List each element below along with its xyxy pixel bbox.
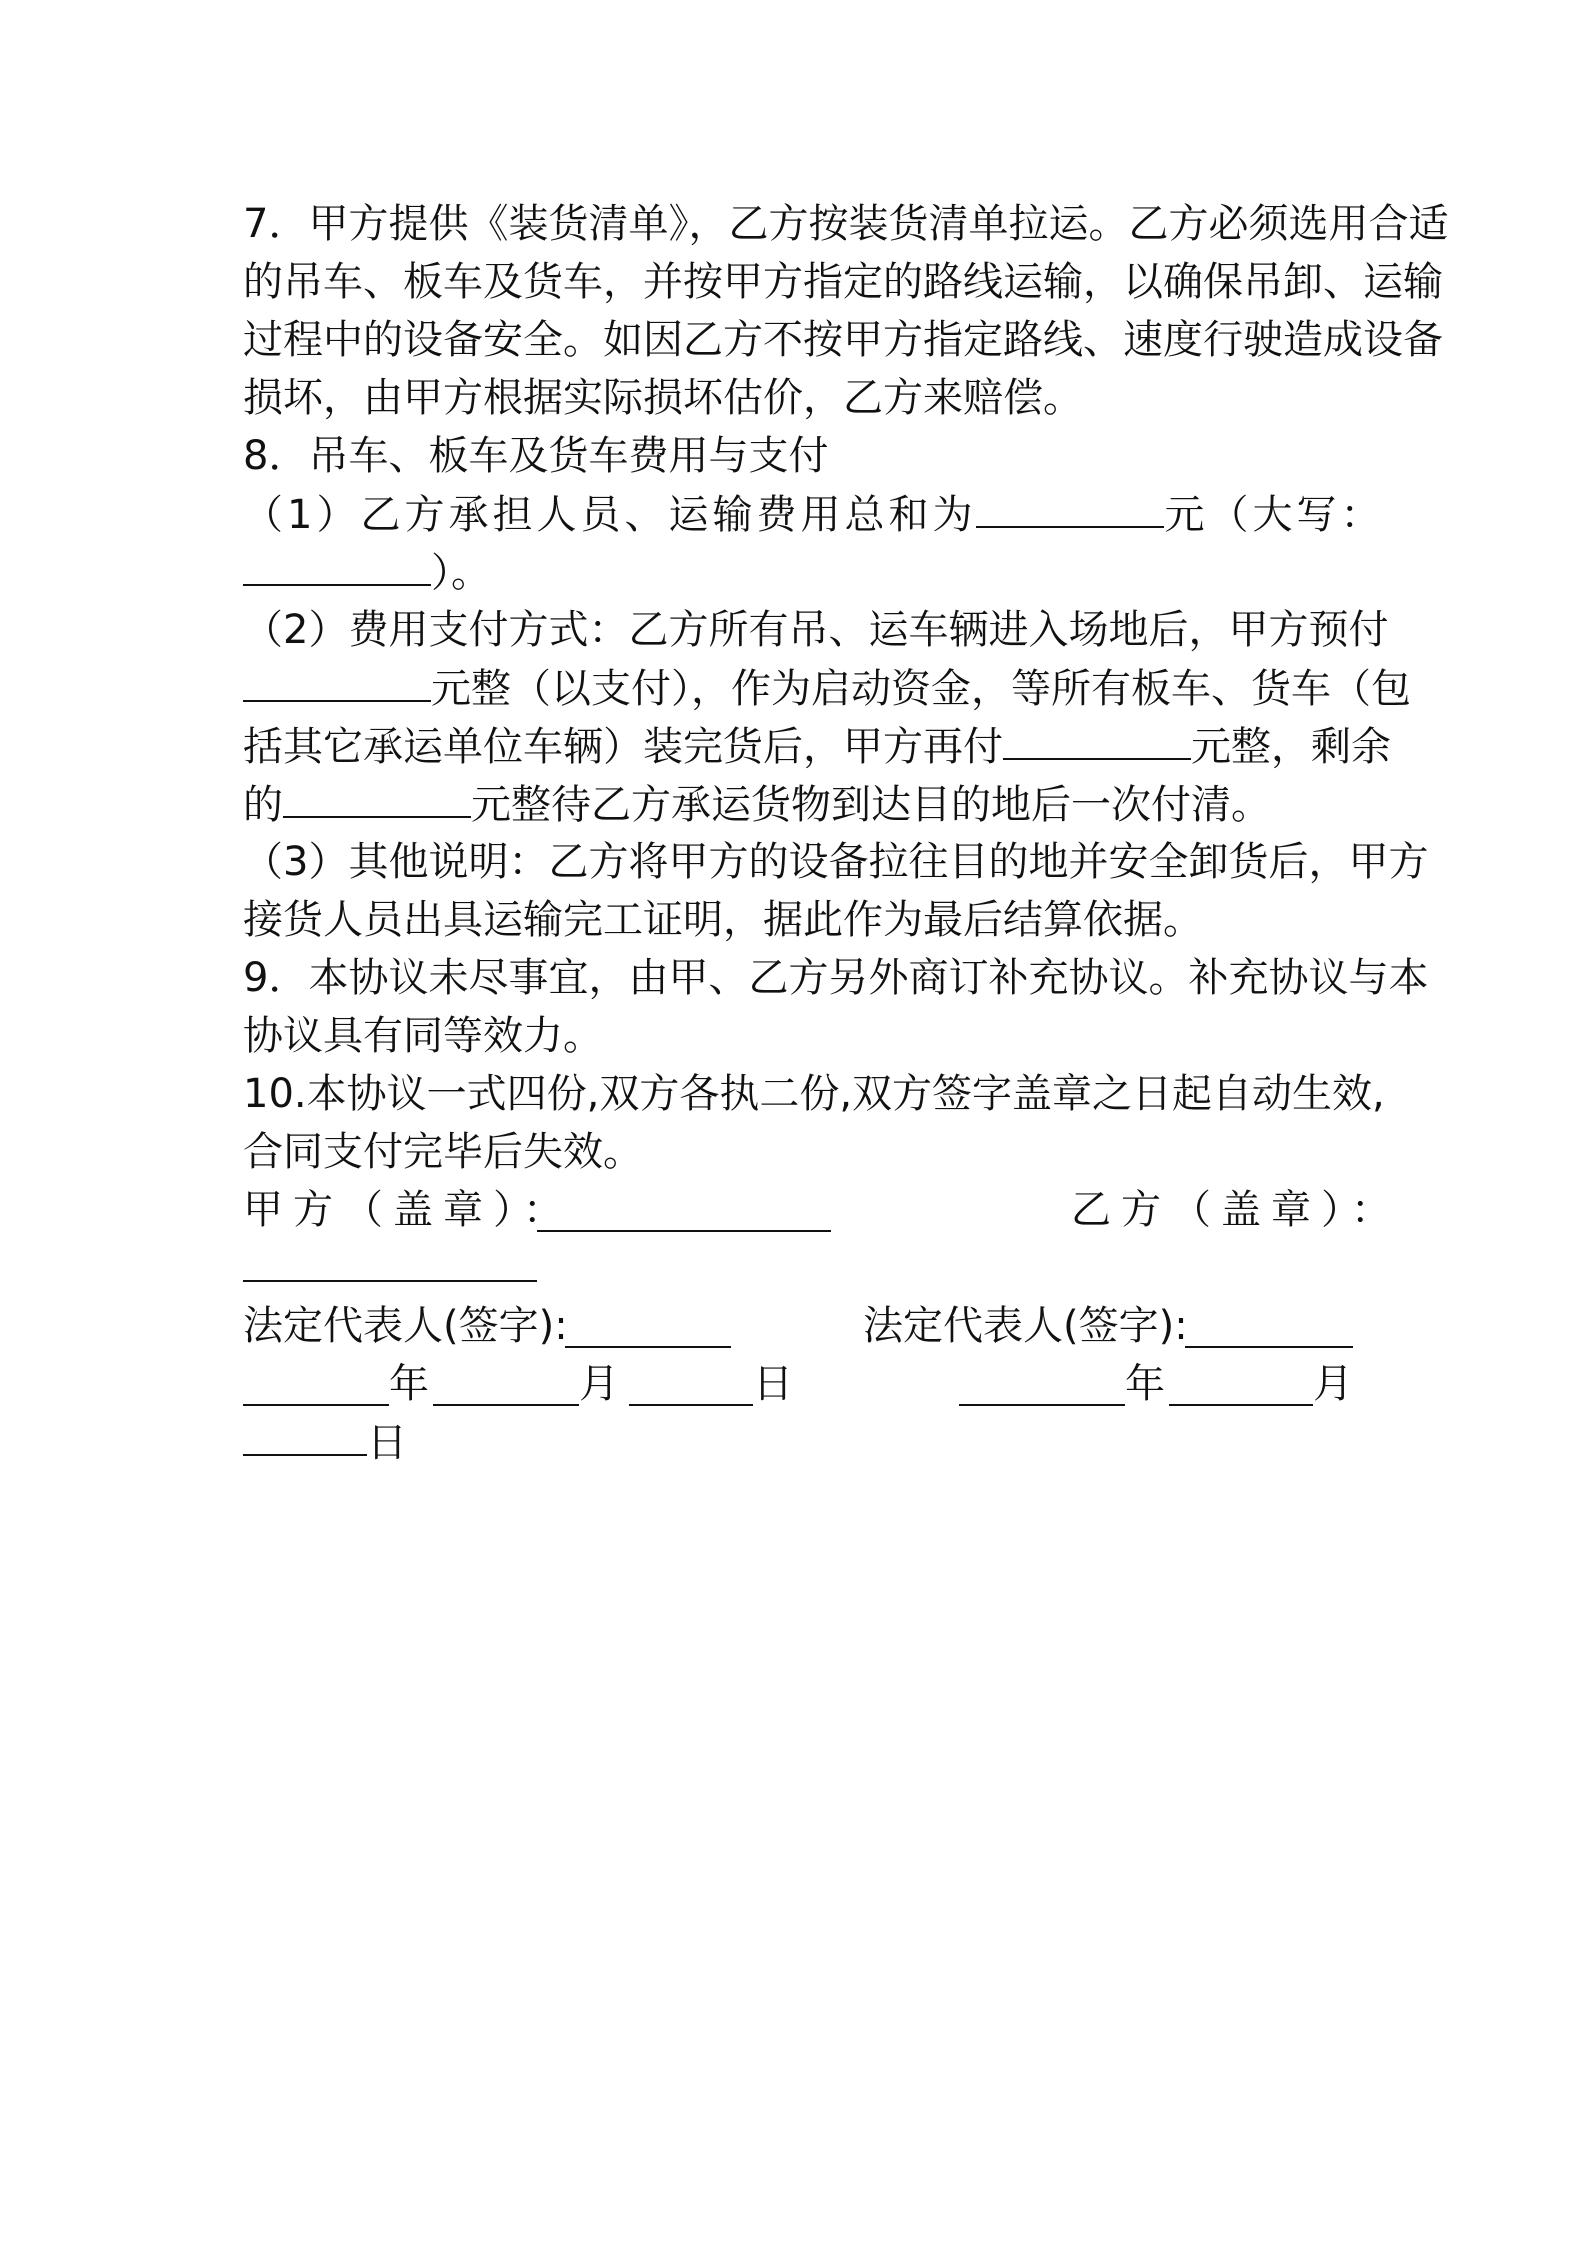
clause10-line1: 10.本协议一式四份,双方各执二份,双方签字盖章之日起自动生效,	[243, 1071, 1385, 1117]
clause7-line2: 的吊车、板车及货车，并按甲方指定的路线运输，以确保吊卸、运输	[243, 259, 1443, 305]
clause8-2-line1: （2）费用支付方式：乙方所有吊、运车辆进入场地后，甲方预付	[243, 607, 1389, 653]
clause8-title: 8．吊车、板车及货车费用与支付	[243, 433, 829, 479]
total-fee-uppercase-blank	[243, 546, 431, 586]
party-b-rep-blank	[1185, 1308, 1353, 1348]
party-a-day-blank	[629, 1366, 753, 1406]
party-b-day-row	[243, 1416, 407, 1469]
party-b-rep-label: 法定代表人(签字):	[863, 1303, 1188, 1349]
total-fee-blank	[976, 488, 1164, 528]
clause8-2-line3	[243, 720, 1391, 773]
party-a-seal-blank	[537, 1192, 831, 1232]
party-a-seal-label: 甲方（盖章）：	[243, 1187, 573, 1233]
clause8-1-text-c: ）。	[431, 550, 491, 596]
clause8-2-line4-text-a: 的	[243, 782, 283, 828]
party-a-year-label: 年	[389, 1361, 429, 1407]
clause8-2-line3-text-b: 元整，剩余	[1191, 724, 1391, 770]
party-a-rep-label: 法定代表人(签字):	[243, 1303, 568, 1349]
party-a-day-label: 日	[753, 1361, 793, 1407]
party-b-year-label: 年	[1125, 1361, 1165, 1407]
party-b-day-blank	[243, 1416, 367, 1456]
clause8-1-text-b: 元（大写：	[1164, 492, 1385, 538]
clause8-3-line1: （3）其他说明：乙方将甲方的设备拉往目的地并安全卸货后，甲方	[243, 839, 1429, 885]
clause10-line2: 合同支付完毕后失效。	[243, 1129, 643, 1175]
clause9-line2: 协议具有同等效力。	[243, 1013, 603, 1059]
clause8-2-line4-text-b: 元整待乙方承运货物到达目的地后一次付清。	[471, 782, 1271, 828]
clause7-line1: 7．甲方提供《装货清单》，乙方按装货清单拉运。乙方必须选用合适	[243, 201, 1449, 247]
clause7-line3: 过程中的设备安全。如因乙方不按甲方指定路线、速度行驶造成设备	[243, 317, 1443, 363]
clause8-2-line2-text: 元整（以支付），作为启动资金，等所有板车、货车（包	[431, 666, 1411, 712]
party-a-year-blank	[243, 1366, 389, 1406]
party-a-rep-blank	[565, 1308, 731, 1348]
clause9-line1: 9．本协议未尽事宜，由甲、乙方另外商订补充协议。补充协议与本	[243, 955, 1429, 1001]
clause8-1-line1	[243, 488, 1384, 541]
final-payment-blank	[283, 778, 471, 818]
clause8-3-line2: 接货人员出具运输完工证明，据此作为最后结算依据。	[243, 897, 1203, 943]
party-a-month-blank	[433, 1366, 579, 1406]
party-a-month-label: 月	[579, 1361, 619, 1407]
party-b-seal-blank	[243, 1242, 537, 1282]
clause8-2-line2	[243, 662, 1411, 715]
clause8-2-line4	[243, 778, 1271, 831]
clause8-1-text-a: （1）乙方承担人员、运输费用总和为	[243, 492, 977, 538]
clause7-line4: 损坏，由甲方根据实际损坏估价，乙方来赔偿。	[243, 375, 1083, 421]
party-b-day-label: 日	[367, 1420, 407, 1466]
second-payment-blank	[1003, 720, 1191, 760]
party-b-seal-blank-row	[243, 1242, 537, 1295]
party-b-month-blank	[1169, 1366, 1313, 1406]
party-b-year-blank	[959, 1366, 1125, 1406]
clause8-1-line2	[243, 546, 491, 599]
party-b-seal-label: 乙方（盖章）：	[1071, 1187, 1401, 1233]
clause8-2-line3-text-a: 括其它承运单位车辆）装完货后，甲方再付	[243, 724, 1003, 770]
prepay-amount-blank	[243, 662, 431, 702]
party-b-month-label: 月	[1313, 1361, 1353, 1407]
